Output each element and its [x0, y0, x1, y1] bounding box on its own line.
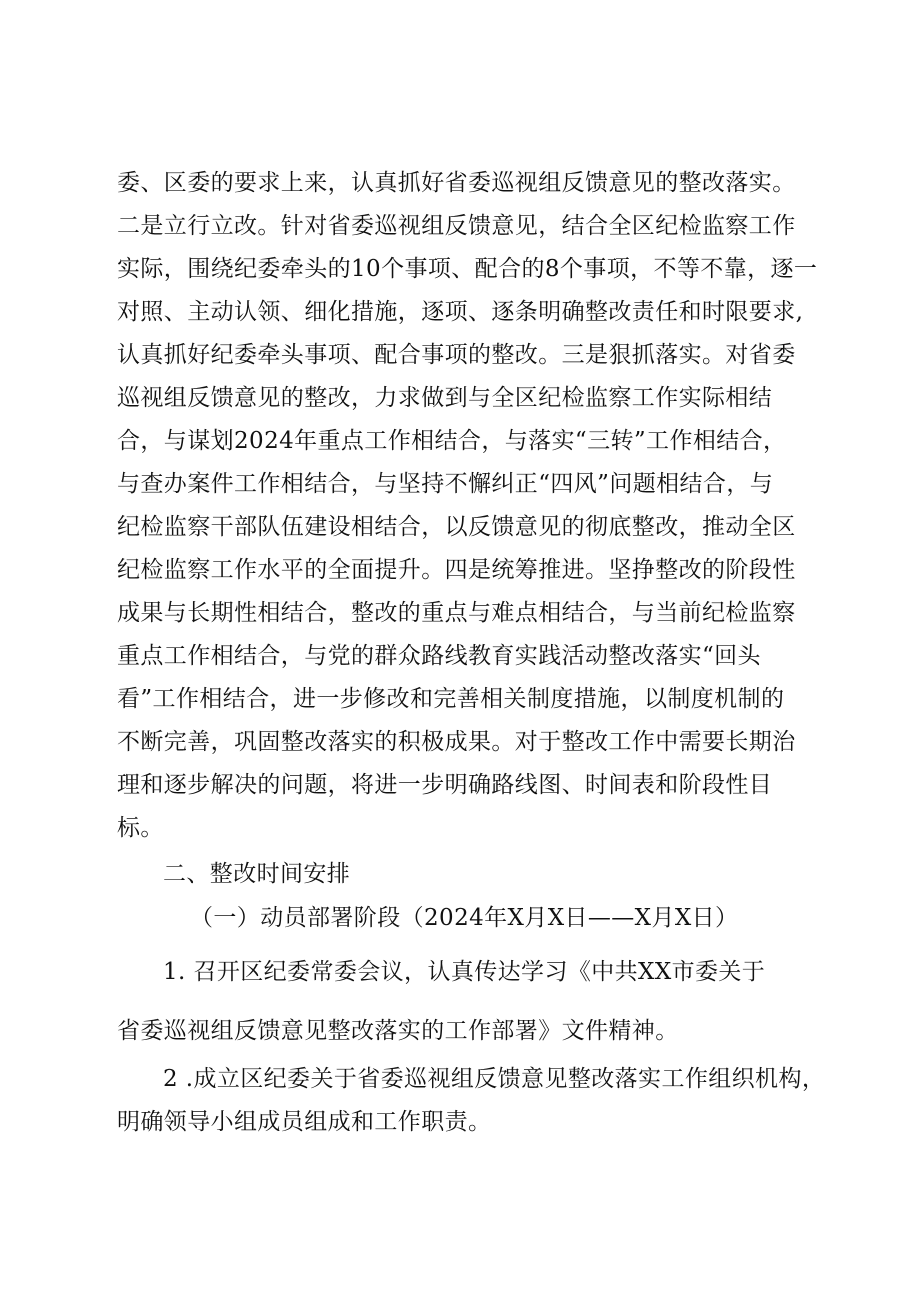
body-line: 巡视组反馈意见的整改，力求做到与全区纪检监察工作实际相结 [117, 385, 773, 411]
body-line: 合，与谋划2024年重点工作相结合，与落实“三转”工作相结合， [117, 428, 787, 454]
body-line: 纪检监察干部队伍建设相结合，以反馈意见的彻底整改，推动全区 [117, 514, 796, 540]
list-item-1-line-1: 1. 召开区纪委常委会议，认真传达学习《中共XX市委关于 [163, 959, 766, 985]
body-line: 实际，围绕纪委牵头的10个事项、配合的8个事项，不等不靠，逐一 [117, 256, 818, 282]
list-item-1-line-2: 省委巡视组反馈意见整改落实的工作部署》文件精神。 [117, 1018, 679, 1044]
body-line: 委、区委的要求上来，认真抓好省委巡视组反馈意见的整改落实。 [117, 170, 796, 196]
list-item-2-line-2: 明确领导小组成员组成和工作职责。 [117, 1109, 492, 1135]
body-line: 理和逐步解决的问题，将进一步明确路线图、时间表和阶段性目 [117, 772, 773, 798]
body-line: 认真抓好纪委牵头事项、配合事项的整改。三是狠抓落实。对省委 [117, 342, 796, 368]
body-line: 成果与长期性相结合，整改的重点与难点相结合，与当前纪检监察 [117, 600, 796, 626]
body-line: 二是立行立改。针对省委巡视组反馈意见，结合全区纪检监察工作 [117, 213, 796, 239]
body-line: 纪检监察工作水平的全面提升。四是统筹推进。坚挣整改的阶段性 [117, 557, 796, 583]
body-line: 不断完善，巩固整改落实的积极成果。对于整改工作中需要长期治 [117, 729, 796, 755]
list-item-2-line-1: 2 .成立区纪委关于省委巡视组反馈意见整改落实工作组织机构， [163, 1066, 826, 1092]
body-line: 对照、主动认领、细化措施，逐项、逐条明确整改责任和时限要求, [117, 299, 804, 325]
body-line: 看”工作相结合，进一步修改和完善相关制度措施，以制度机制的 [117, 686, 785, 712]
body-line: 标。 [117, 815, 164, 841]
body-line: 重点工作相结合，与党的群众路线教育实践活动整改落实“回头 [117, 643, 761, 669]
body-line: 与查办案件工作相结合，与坚持不懈纠正“四风”问题相结合，与 [117, 471, 774, 497]
subsection-heading: （一）动员部署阶段（2024年X月X日——X月X日） [190, 905, 739, 931]
section-heading: 二、整改时间安排 [163, 861, 351, 887]
